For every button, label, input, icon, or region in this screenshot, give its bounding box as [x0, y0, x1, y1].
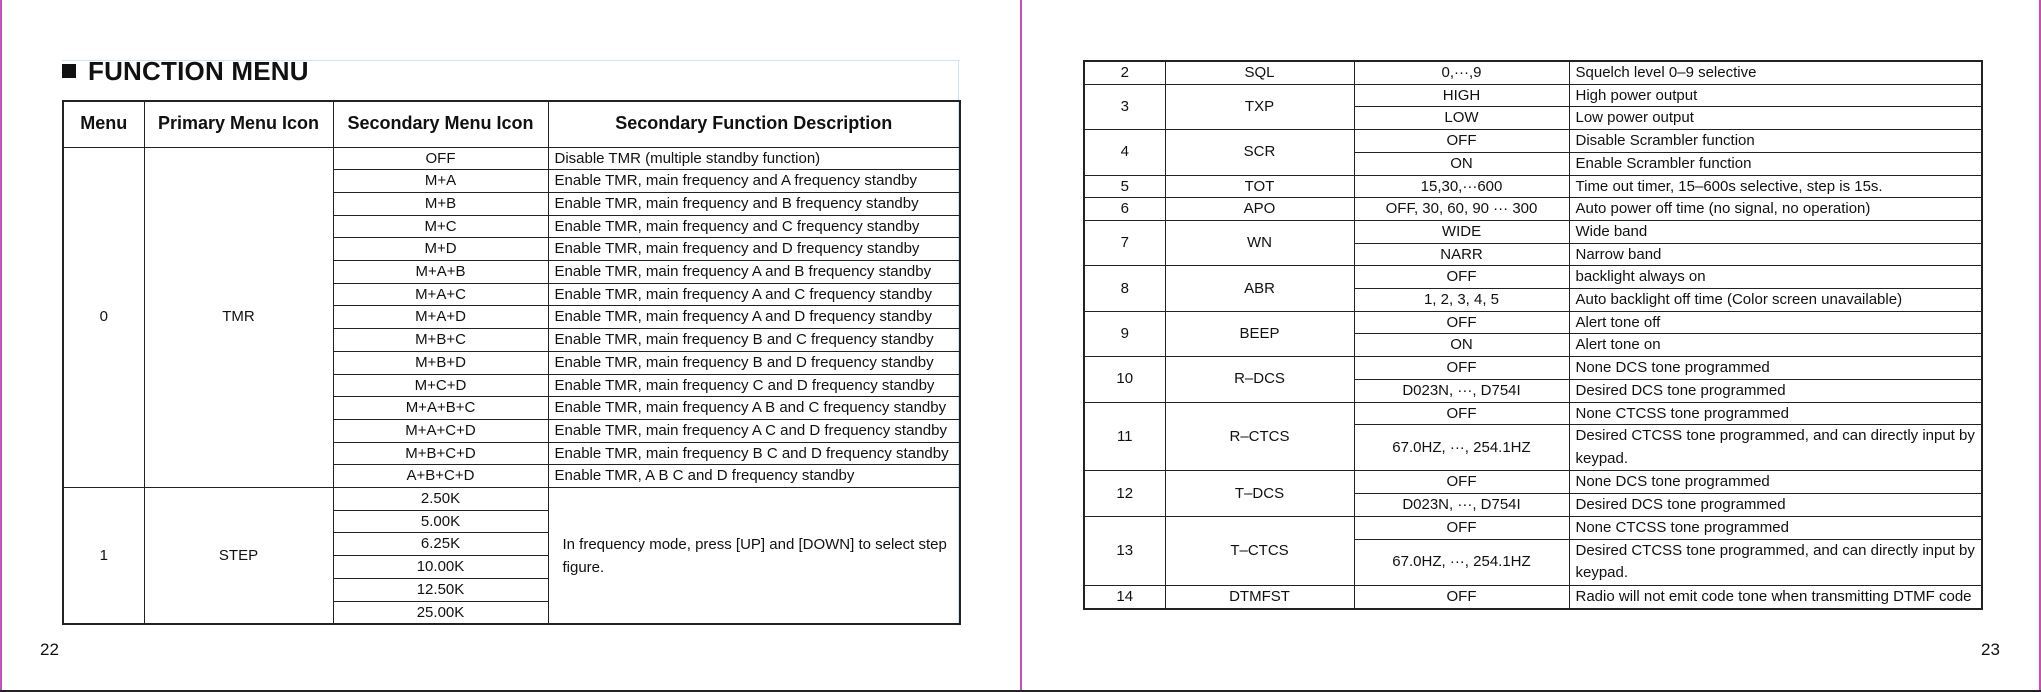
menu-number: 5	[1084, 175, 1165, 198]
table-row	[1084, 220, 1982, 243]
description: None DCS tone programmed	[1569, 471, 1982, 494]
secondary-icon: OFF, 30, 60, 90 ··· 300	[1354, 198, 1569, 221]
secondary-icon: M+A+B+C	[333, 397, 548, 420]
description: In frequency mode, press [UP] and [DOWN] to select step figure.	[548, 488, 960, 625]
menu-number: 1	[63, 488, 144, 625]
menu-number: 12	[1084, 471, 1165, 516]
secondary-icon: 1, 2, 3, 4, 5	[1354, 289, 1569, 312]
primary-icon: TMR	[144, 147, 333, 488]
table-row	[1084, 198, 1982, 221]
header-menu: Menu	[63, 101, 144, 147]
description: Desired DCS tone programmed	[1569, 379, 1982, 402]
secondary-icon: M+C	[333, 215, 548, 238]
description: Radio will not emit code tone when transmitting DTMF code	[1569, 585, 1982, 609]
primary-icon: WN	[1165, 220, 1354, 265]
description: Enable TMR, main frequency and C frequency standby	[548, 215, 960, 238]
secondary-icon: OFF	[1354, 471, 1569, 494]
table-header-row	[63, 101, 960, 147]
section-title: FUNCTION MENU	[88, 55, 309, 86]
function-menu-table-left	[62, 100, 961, 625]
secondary-icon: ON	[1354, 334, 1569, 357]
secondary-icon: OFF	[1354, 402, 1569, 425]
primary-icon: ABR	[1165, 266, 1354, 311]
menu-number: 8	[1084, 266, 1165, 311]
primary-icon: SQL	[1165, 61, 1354, 84]
table-row	[1084, 84, 1982, 107]
section-heading	[62, 56, 309, 86]
description: Enable TMR, main frequency C and D frequency standby	[548, 374, 960, 397]
description: Disable Scrambler function	[1569, 130, 1982, 153]
description: Enable TMR, main frequency A and D frequency standby	[548, 306, 960, 329]
secondary-icon: 10.00K	[333, 556, 548, 579]
table-row	[1084, 471, 1982, 494]
description: Enable Scrambler function	[1569, 152, 1982, 175]
secondary-icon: ON	[1354, 152, 1569, 175]
primary-icon: T–DCS	[1165, 471, 1354, 516]
description: Enable TMR, main frequency A and C frequency standby	[548, 283, 960, 306]
description: Enable TMR, A B C and D frequency standby	[548, 465, 960, 488]
description: Time out timer, 15–600s selective, step is 15s.	[1569, 175, 1982, 198]
menu-number: 0	[63, 147, 144, 488]
description: Narrow band	[1569, 243, 1982, 266]
menu-number: 6	[1084, 198, 1165, 221]
secondary-icon: 67.0HZ, ···, 254.1HZ	[1354, 539, 1569, 585]
description: Desired CTCSS tone programmed, and can directly input by keypad.	[1569, 425, 1982, 471]
secondary-icon: OFF	[1354, 585, 1569, 609]
table-row	[1084, 311, 1982, 334]
description: Desired DCS tone programmed	[1569, 494, 1982, 517]
secondary-icon: 15,30,···600	[1354, 175, 1569, 198]
description: Enable TMR, main frequency and B frequency standby	[548, 192, 960, 215]
description: Enable TMR, main frequency B and C frequency standby	[548, 329, 960, 352]
secondary-icon: HIGH	[1354, 84, 1569, 107]
secondary-icon: NARR	[1354, 243, 1569, 266]
secondary-icon: OFF	[1354, 516, 1569, 539]
secondary-icon: OFF	[1354, 357, 1569, 380]
primary-icon: SCR	[1165, 130, 1354, 175]
function-menu-table-right	[1083, 60, 1983, 610]
description: None CTCSS tone programmed	[1569, 402, 1982, 425]
description: Disable TMR (multiple standby function)	[548, 147, 960, 170]
menu-number: 9	[1084, 311, 1165, 356]
table-row	[1084, 130, 1982, 153]
primary-icon: TXP	[1165, 84, 1354, 129]
page-number-right: 23	[1981, 640, 2000, 659]
secondary-icon: M+B+D	[333, 351, 548, 374]
secondary-icon: 6.25K	[333, 533, 548, 556]
square-bullet-icon	[62, 64, 76, 78]
menu-number: 13	[1084, 516, 1165, 585]
description: Enable TMR, main frequency B C and D frequency standby	[548, 442, 960, 465]
secondary-icon: 5.00K	[333, 510, 548, 533]
description: Auto backlight off time (Color screen unavailable)	[1569, 289, 1982, 312]
secondary-icon: M+A	[333, 170, 548, 193]
secondary-icon: A+B+C+D	[333, 465, 548, 488]
table-row	[1084, 357, 1982, 380]
secondary-icon: 0,···,9	[1354, 61, 1569, 84]
description: Enable TMR, main frequency A B and C frequency standby	[548, 397, 960, 420]
secondary-icon: OFF	[333, 147, 548, 170]
secondary-icon: 25.00K	[333, 601, 548, 624]
table-row	[1084, 585, 1982, 609]
secondary-icon: OFF	[1354, 130, 1569, 153]
secondary-icon: 2.50K	[333, 488, 548, 511]
menu-number: 10	[1084, 357, 1165, 402]
menu-number: 3	[1084, 84, 1165, 129]
description: Wide band	[1569, 220, 1982, 243]
table-row	[63, 147, 960, 170]
primary-icon: APO	[1165, 198, 1354, 221]
table-row	[1084, 61, 1982, 84]
secondary-icon: M+A+D	[333, 306, 548, 329]
description: None CTCSS tone programmed	[1569, 516, 1982, 539]
secondary-icon: M+C+D	[333, 374, 548, 397]
primary-icon: DTMFST	[1165, 585, 1354, 609]
description: Alert tone off	[1569, 311, 1982, 334]
secondary-icon: M+B+C+D	[333, 442, 548, 465]
description: Auto power off time (no signal, no operation)	[1569, 198, 1982, 221]
description: Squelch level 0–9 selective	[1569, 61, 1982, 84]
header-secondary-icon: Secondary Menu Icon	[333, 101, 548, 147]
page-edge-left	[0, 0, 2, 692]
secondary-icon: M+A+C+D	[333, 419, 548, 442]
table-row	[1084, 175, 1982, 198]
description: None DCS tone programmed	[1569, 357, 1982, 380]
description: Enable TMR, main frequency and D frequency standby	[548, 238, 960, 261]
secondary-icon: OFF	[1354, 311, 1569, 334]
secondary-icon: LOW	[1354, 107, 1569, 130]
menu-number: 11	[1084, 402, 1165, 471]
secondary-icon: D023N, ···, D754I	[1354, 494, 1569, 517]
table-row	[63, 488, 960, 511]
header-description: Secondary Function Description	[548, 101, 960, 147]
description: Enable TMR, main frequency A and B frequency standby	[548, 261, 960, 284]
primary-icon: R–CTCS	[1165, 402, 1354, 471]
description: Desired CTCSS tone programmed, and can directly input by keypad.	[1569, 539, 1982, 585]
secondary-icon: M+B+C	[333, 329, 548, 352]
header-primary-icon: Primary Menu Icon	[144, 101, 333, 147]
primary-icon: BEEP	[1165, 311, 1354, 356]
primary-icon: T–CTCS	[1165, 516, 1354, 585]
table-row	[1084, 266, 1982, 289]
secondary-icon: D023N, ···, D754I	[1354, 379, 1569, 402]
menu-number: 14	[1084, 585, 1165, 609]
secondary-icon: WIDE	[1354, 220, 1569, 243]
menu-number: 7	[1084, 220, 1165, 265]
description: backlight always on	[1569, 266, 1982, 289]
page-number-left: 22	[40, 640, 59, 659]
secondary-icon: OFF	[1354, 266, 1569, 289]
description: Enable TMR, main frequency and A frequency standby	[548, 170, 960, 193]
description: High power output	[1569, 84, 1982, 107]
description: Low power output	[1569, 107, 1982, 130]
menu-number: 4	[1084, 130, 1165, 175]
secondary-icon: 12.50K	[333, 578, 548, 601]
secondary-icon: M+B	[333, 192, 548, 215]
primary-icon: R–DCS	[1165, 357, 1354, 402]
secondary-icon: 67.0HZ, ···, 254.1HZ	[1354, 425, 1569, 471]
description: Enable TMR, main frequency B and D frequency standby	[548, 351, 960, 374]
menu-number: 2	[1084, 61, 1165, 84]
secondary-icon: M+D	[333, 238, 548, 261]
page-divider	[1020, 0, 1022, 692]
description: Alert tone on	[1569, 334, 1982, 357]
table-row	[1084, 402, 1982, 425]
table-row	[1084, 516, 1982, 539]
primary-icon: STEP	[144, 488, 333, 625]
description: Enable TMR, main frequency A C and D frequency standby	[548, 419, 960, 442]
secondary-icon: M+A+C	[333, 283, 548, 306]
secondary-icon: M+A+B	[333, 261, 548, 284]
primary-icon: TOT	[1165, 175, 1354, 198]
